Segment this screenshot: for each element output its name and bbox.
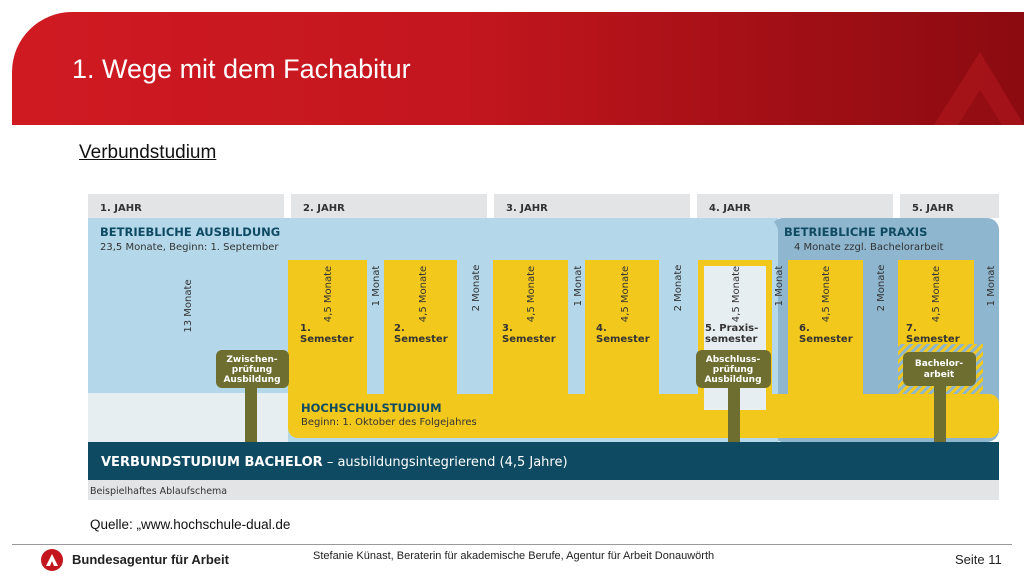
year-label-2: 2. JAHR: [303, 203, 345, 214]
duration-gap4: 2 Monate: [673, 264, 684, 312]
footer-author: Stefanie Künast, Beraterin für akademische Berufe, Agentur für Arbeit Donauwörth: [313, 550, 715, 562]
verbundstudium-bar-text: [101, 455, 568, 470]
duration-sem4: 4,5 Monate: [620, 265, 631, 323]
footer-brand: Bundesagentur für Arbeit: [72, 552, 229, 567]
semester-num-5: 5. Praxis-: [705, 323, 759, 334]
duration-gap2: 2 Monate: [471, 264, 482, 312]
page-number: Seite 11: [955, 552, 1002, 567]
duration-gap6: 2 Monate: [876, 264, 887, 312]
semester-label-3: Semester: [502, 334, 556, 345]
verbundstudium-bar-bold: VERBUNDSTUDIUM BACHELOR: [101, 455, 323, 470]
duration-gap3: 1 Monat: [573, 265, 584, 307]
duration-gap1: 1 Monat: [371, 265, 382, 307]
semester-num-4: 4.: [596, 323, 607, 334]
semester-label-2: Semester: [394, 334, 448, 345]
duration-sem2: 4,5 Monate: [418, 265, 429, 323]
abschluss-line-2: prüfung: [712, 365, 754, 375]
bundesagentur-logo-icon: [40, 548, 64, 572]
hochschul-subtitle: Beginn: 1. Oktober des Folgejahres: [301, 417, 477, 428]
semester-label-1: Semester: [300, 334, 354, 345]
abschluss-post: [728, 384, 740, 442]
semester-label-5: semester: [705, 334, 758, 345]
praxis-title: BETRIEBLICHE PRAXIS: [784, 225, 928, 239]
praxis-subtitle: 4 Monate zzgl. Bachelorarbeit: [794, 242, 944, 253]
zwischen-line-2: prüfung: [231, 365, 273, 375]
semester-label-4: Semester: [596, 334, 650, 345]
semester-num-3: 3.: [502, 323, 513, 334]
duration-gap7: 1 Monat: [986, 265, 997, 307]
abschluss-line-3: Ausbildung: [704, 375, 762, 385]
bachelor-line-2: arbeit: [923, 370, 955, 380]
duration-sem1: 4,5 Monate: [323, 265, 334, 323]
footer-divider: [12, 544, 1012, 545]
bachelor-post: [934, 378, 946, 442]
semester-num-6: 6.: [799, 323, 810, 334]
year-label-5: 5. JAHR: [912, 203, 954, 214]
hochschul-title: HOCHSCHULSTUDIUM: [301, 401, 442, 415]
ausbildung-subtitle: 23,5 Monate, Beginn: 1. September: [100, 242, 279, 253]
verbundstudium-diagram: [88, 194, 999, 500]
year-label-4: 4. JAHR: [709, 203, 751, 214]
zwischen-post: [245, 384, 257, 442]
zwischen-line-3: Ausbildung: [223, 375, 281, 385]
semester-label-7: Semester: [906, 334, 960, 345]
semester-num-2: 2.: [394, 323, 405, 334]
duration-sem7: 4,5 Monate: [931, 265, 942, 323]
slide-title: 1. Wege mit dem Fachabitur: [72, 54, 411, 84]
semester-num-7: 7.: [906, 323, 917, 334]
diagram-caption: Beispielhaftes Ablaufschema: [90, 486, 228, 497]
source-citation: Quelle: „www.hochschule-dual.de: [90, 517, 291, 532]
duration-13-monate: 13 Monate: [183, 279, 194, 333]
bachelor-sign: [903, 352, 976, 386]
ausbildung-title: BETRIEBLICHE AUSBILDUNG: [100, 225, 281, 239]
zwischen-line-1: Zwischen-: [226, 355, 278, 365]
lower-gap: [88, 393, 288, 442]
abschluss-line-1: Abschluss-: [705, 355, 761, 365]
year-label-3: 3. JAHR: [506, 203, 548, 214]
semester-num-1: 1.: [300, 323, 311, 334]
duration-sem3: 4,5 Monate: [526, 265, 537, 323]
duration-gap5: 1 Monat: [774, 265, 785, 307]
duration-sem5: 4,5 Monate: [731, 265, 742, 323]
slide-subtitle: Verbundstudium: [79, 142, 217, 163]
year-label-1: 1. JAHR: [100, 203, 142, 214]
semester-label-6: Semester: [799, 334, 853, 345]
header-banner: [12, 12, 1024, 125]
duration-sem6: 4,5 Monate: [821, 265, 832, 323]
verbundstudium-bar-rest: – ausbildungsintegrierend (4,5 Jahre): [322, 455, 568, 470]
bachelor-line-1: Bachelor-: [914, 359, 964, 369]
